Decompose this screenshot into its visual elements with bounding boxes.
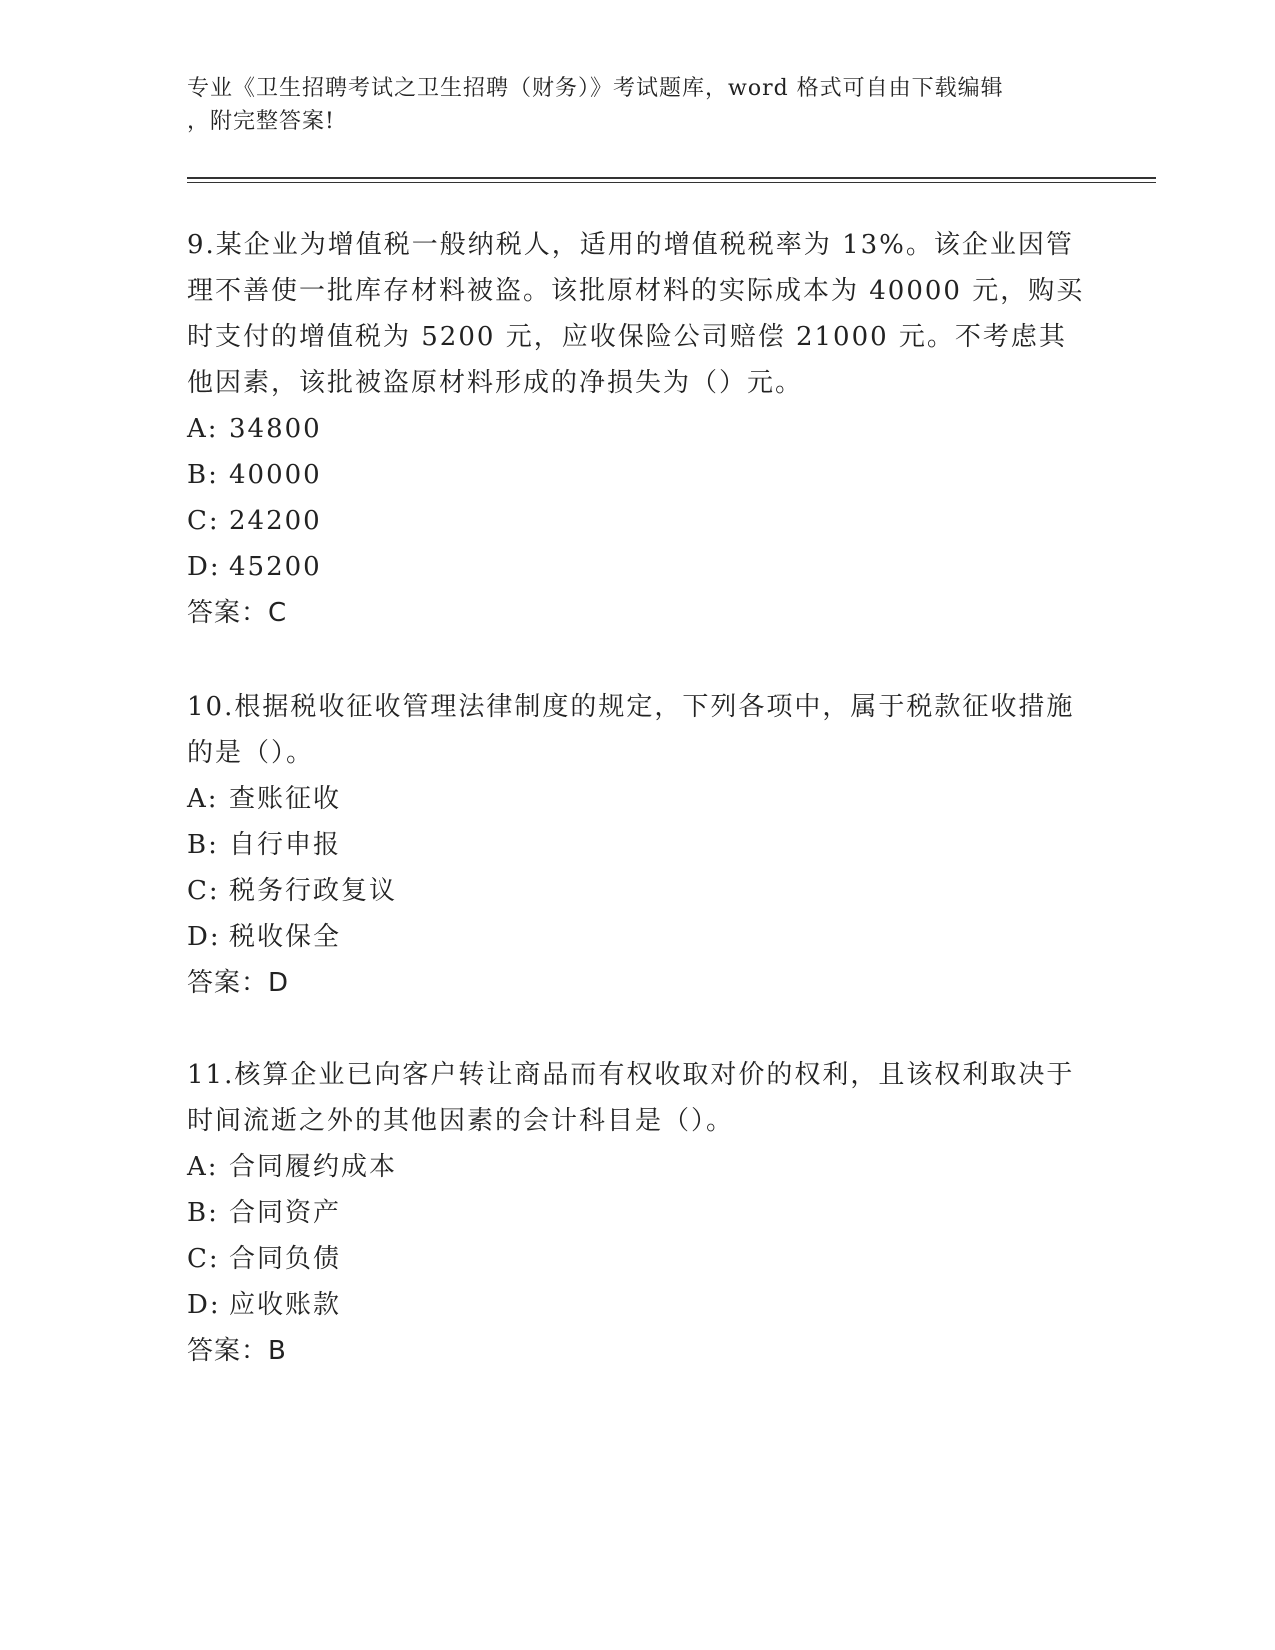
option-text: 自行申报 [229, 830, 342, 860]
option-b [187, 822, 1087, 868]
option-key: A: [187, 784, 219, 814]
option-key: B: [187, 1198, 219, 1228]
question-stem: 11.核算企业已向客户转让商品而有权收取对价的权利，且该权利取决于时间流逝之外的其他因素的会计科目是（）。 [187, 1060, 1075, 1136]
option-key: D: [187, 552, 221, 582]
option-b [187, 1190, 1087, 1236]
option-text: 应收账款 [229, 1290, 342, 1320]
option-text: 合同履约成本 [229, 1152, 398, 1182]
question-10 [187, 684, 1087, 1006]
option-text: 税务行政复议 [229, 876, 398, 906]
option-key: B: [187, 830, 219, 860]
option-a [187, 776, 1087, 822]
option-d [187, 1282, 1087, 1328]
option-key: A: [187, 1152, 219, 1182]
option-key: C: [187, 1244, 220, 1274]
option-text: 34800 [229, 414, 322, 444]
page-header [187, 72, 1087, 138]
option-a [187, 406, 1087, 452]
option-key: B: [187, 460, 219, 490]
answer-line: 答案：B [187, 1336, 287, 1366]
option-key: D: [187, 922, 221, 952]
header-line-1: 专业《卫生招聘考试之卫生招聘（财务）》考试题库，word 格式可自由下载编辑 [187, 76, 1004, 101]
answer-line: 答案：D [187, 968, 290, 998]
header-divider [187, 177, 1156, 183]
option-c [187, 1236, 1087, 1282]
option-d [187, 544, 1087, 590]
question-stem: 10.根据税收征收管理法律制度的规定，下列各项中，属于税款征收措施的是（）。 [187, 692, 1075, 768]
option-text: 税收保全 [229, 922, 342, 952]
option-key: C: [187, 876, 220, 906]
option-text: 24200 [229, 506, 322, 536]
answer-line: 答案：C [187, 598, 288, 628]
option-key: C: [187, 506, 220, 536]
option-text: 合同资产 [229, 1198, 342, 1228]
question-stem: 9.某企业为增值税一般纳税人，适用的增值税税率为 13%。该企业因管理不善使一批库存材料被盗。该批原材料的实际成本为 40000 元，购买时支付的增值税为 5200 元，应收保险公司赔偿 21000 元。不考虑其他因素，该批被盗原材料形成的净损失为（）元。 [187, 230, 1085, 398]
question-9 [187, 222, 1087, 636]
option-text: 合同负债 [229, 1244, 342, 1274]
option-key: A: [187, 414, 219, 444]
header-line-2: ，附完整答案! [187, 109, 335, 134]
option-c [187, 498, 1087, 544]
option-d [187, 914, 1087, 960]
option-key: D: [187, 1290, 221, 1320]
option-a [187, 1144, 1087, 1190]
option-c [187, 868, 1087, 914]
option-text: 查账征收 [229, 784, 342, 814]
option-b [187, 452, 1087, 498]
option-text: 40000 [229, 460, 322, 490]
option-text: 45200 [229, 552, 322, 582]
question-11 [187, 1052, 1087, 1374]
